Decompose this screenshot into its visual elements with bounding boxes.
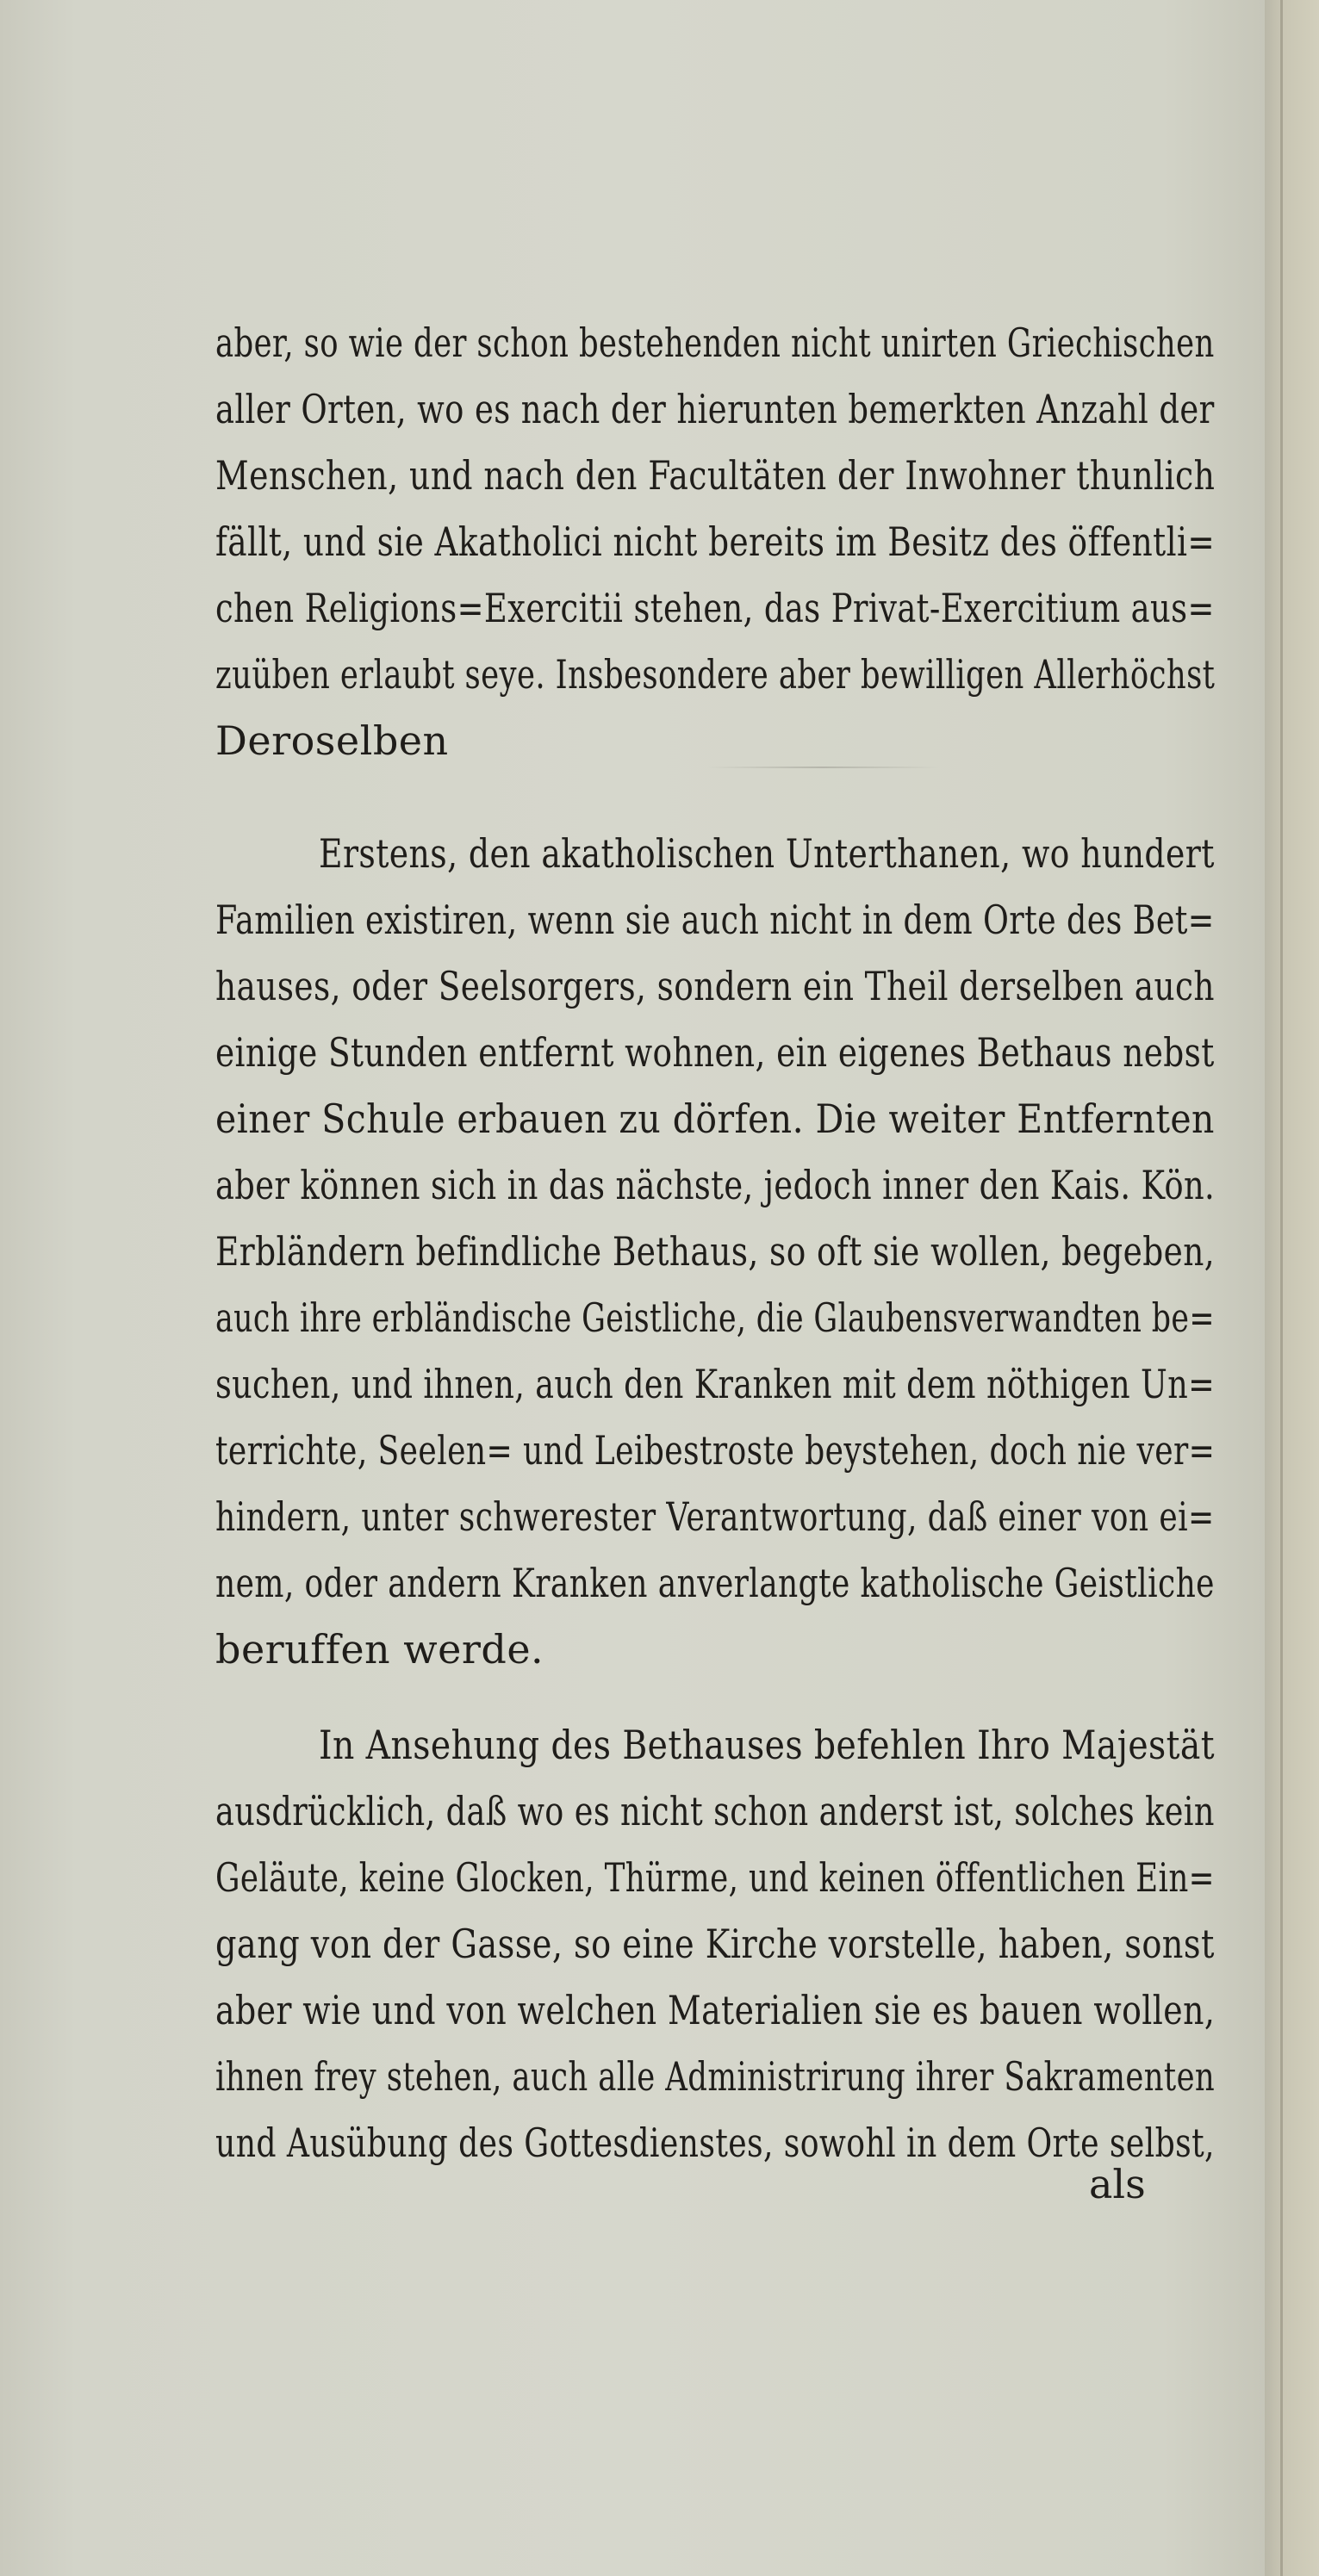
text-line: aber können sich in das nächste, jedoch inner den Kais. Kön.: [215, 1162, 1216, 1208]
text-line: chen Religions=Exercitii stehen, das Privat-Exercitium aus=: [215, 585, 1215, 631]
text-line: einer Schule erbauen zu dörfen. Die weiter Entfernten: [215, 1096, 1215, 1142]
text-line: Erbländern befindliche Bethaus, so oft sie wollen, begeben,: [215, 1228, 1216, 1275]
text-line: suchen, und ihnen, auch den Kranken mit dem nöthigen Un=: [215, 1361, 1216, 1407]
text-line: gang von der Gasse, so eine Kirche vorstelle, haben, sonst: [215, 1921, 1215, 1967]
text-line: beruffen werde.: [215, 1626, 544, 1673]
catchword: als: [1089, 2161, 1146, 2207]
text-line: Erstens, den akatholischen Unterthanen, wo hundert: [319, 830, 1215, 877]
text-line: ihnen frey stehen, auch alle Administrirung ihrer Sakramenten: [215, 2053, 1216, 2100]
text-line: Deroselben: [215, 717, 449, 764]
text-line: einige Stunden entfernt wohnen, ein eigenes Bethaus nebst: [215, 1029, 1215, 1076]
text-line: aber wie und von welchen Materialien sie es bauen wollen,: [215, 1987, 1216, 2033]
page-edge: [1265, 0, 1319, 2576]
faint-rule: [706, 767, 939, 768]
text-line: hindern, unter schwerester Verantwortung, daß einer von ei=: [215, 1493, 1215, 1540]
text-line: Familien existiren, wenn sie auch nicht in dem Orte des Bet=: [215, 897, 1215, 943]
text-line: terrichte, Seelen= und Leibestroste beystehen, doch nie ver=: [215, 1427, 1216, 1474]
text-line: fällt, und sie Akatholici nicht bereits im Besitz des öffentli=: [215, 518, 1216, 565]
text-line: Geläute, keine Glocken, Thürme, und keinen öffentlichen Ein=: [215, 1854, 1215, 1901]
text-line: In Ansehung des Bethauses befehlen Ihro Majestät: [319, 1722, 1216, 1768]
text-line: hauses, oder Seelsorgers, sondern ein Theil derselben auch: [215, 963, 1215, 1009]
text-line: zuüben erlaubt seye. Insbesondere aber bewilligen Allerhöchst: [215, 651, 1216, 698]
text-line: Menschen, und nach den Facultäten der Inwohner thunlich: [215, 452, 1216, 499]
text-line: auch ihre erbländische Geistliche, die Glaubensverwandten be=: [215, 1294, 1215, 1341]
text-line: aber, so wie der schon bestehenden nicht unirten Griechischen: [215, 320, 1215, 366]
text-line: aller Orten, wo es nach der hierunten bemerkten Anzahl der: [215, 386, 1215, 432]
text-line: und Ausübung des Gottesdienstes, sowohl in dem Orte selbst,: [215, 2120, 1215, 2166]
text-line: ausdrücklich, daß wo es nicht schon anderst ist, solches kein: [215, 1788, 1215, 1834]
text-line: nem, oder andern Kranken anverlangte katholische Geistliche: [215, 1560, 1215, 1606]
